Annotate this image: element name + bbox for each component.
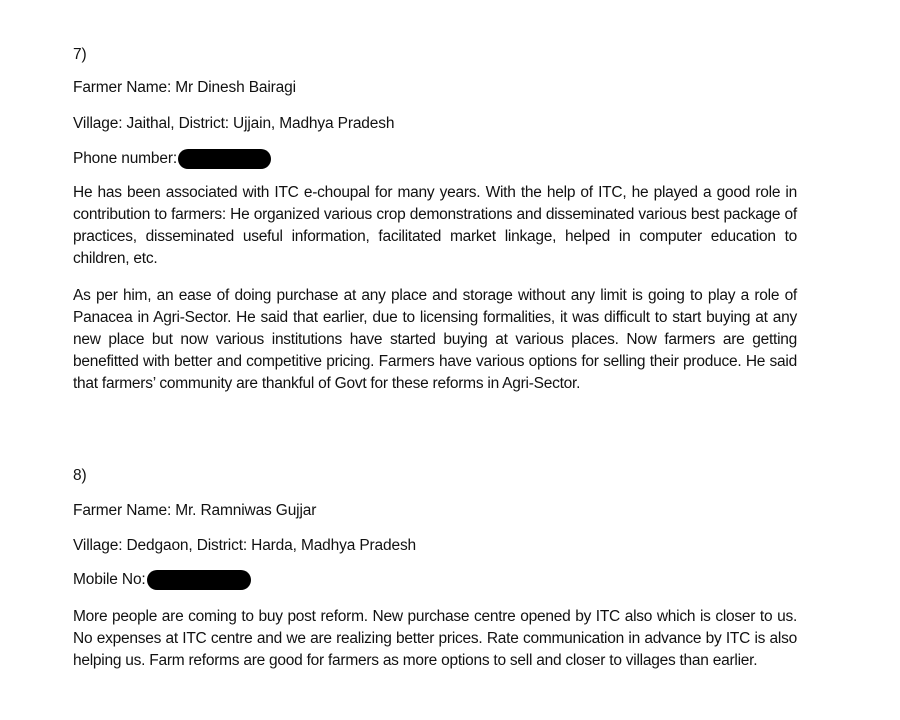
redaction-bar xyxy=(147,570,251,590)
farmer-name: Farmer Name: Mr Dinesh Bairagi xyxy=(73,79,296,96)
paragraph: He has been associated with ITC e-choupal for many years. With the help of ITC, he played a good role in contribution to farmers: He organized various crop demonstrations and disseminated various best package of practices, disseminated useful information, facilitated market linkage, helped in computer education to children, etc. xyxy=(73,184,797,267)
village-info: Village: Dedgaon, District: Harda, Madhya Pradesh xyxy=(73,537,417,554)
entry-number: 8) xyxy=(73,467,87,484)
phone-number-label: Phone number: xyxy=(73,150,178,168)
farmer-name: Farmer Name: Mr. Ramniwas Gujjar xyxy=(73,502,317,519)
mobile-number-label: Mobile No: xyxy=(73,571,146,589)
paragraph: As per him, an ease of doing purchase at any place and storage without any limit is going to play a role of Panacea in Agri-Sector. He said that earlier, due to licensing formalities, it was difficult to start buying at any new place but now various institutions have started buying at various places. Now farmers are getting benefitted with better and competitive pricing. Farmers have various options for selling their produce. He said that farmers’ community are thankful of Govt for these reforms in Agri-Sector. xyxy=(73,287,797,392)
entry-number: 7) xyxy=(73,46,87,63)
paragraph: More people are coming to buy post reform. New purchase centre opened by ITC also which is closer to us. No expenses at ITC centre and we are realizing better prices. Rate communication in advance by ITC is also helping us. Farm reforms are good for farmers as more options to sell and closer to villages than earlier. xyxy=(73,608,797,669)
redaction-bar xyxy=(178,149,271,169)
village-info: Village: Jaithal, District: Ujjain, Madhya Pradesh xyxy=(73,115,395,132)
phone-number-line xyxy=(73,149,271,169)
mobile-number-line xyxy=(73,570,251,590)
